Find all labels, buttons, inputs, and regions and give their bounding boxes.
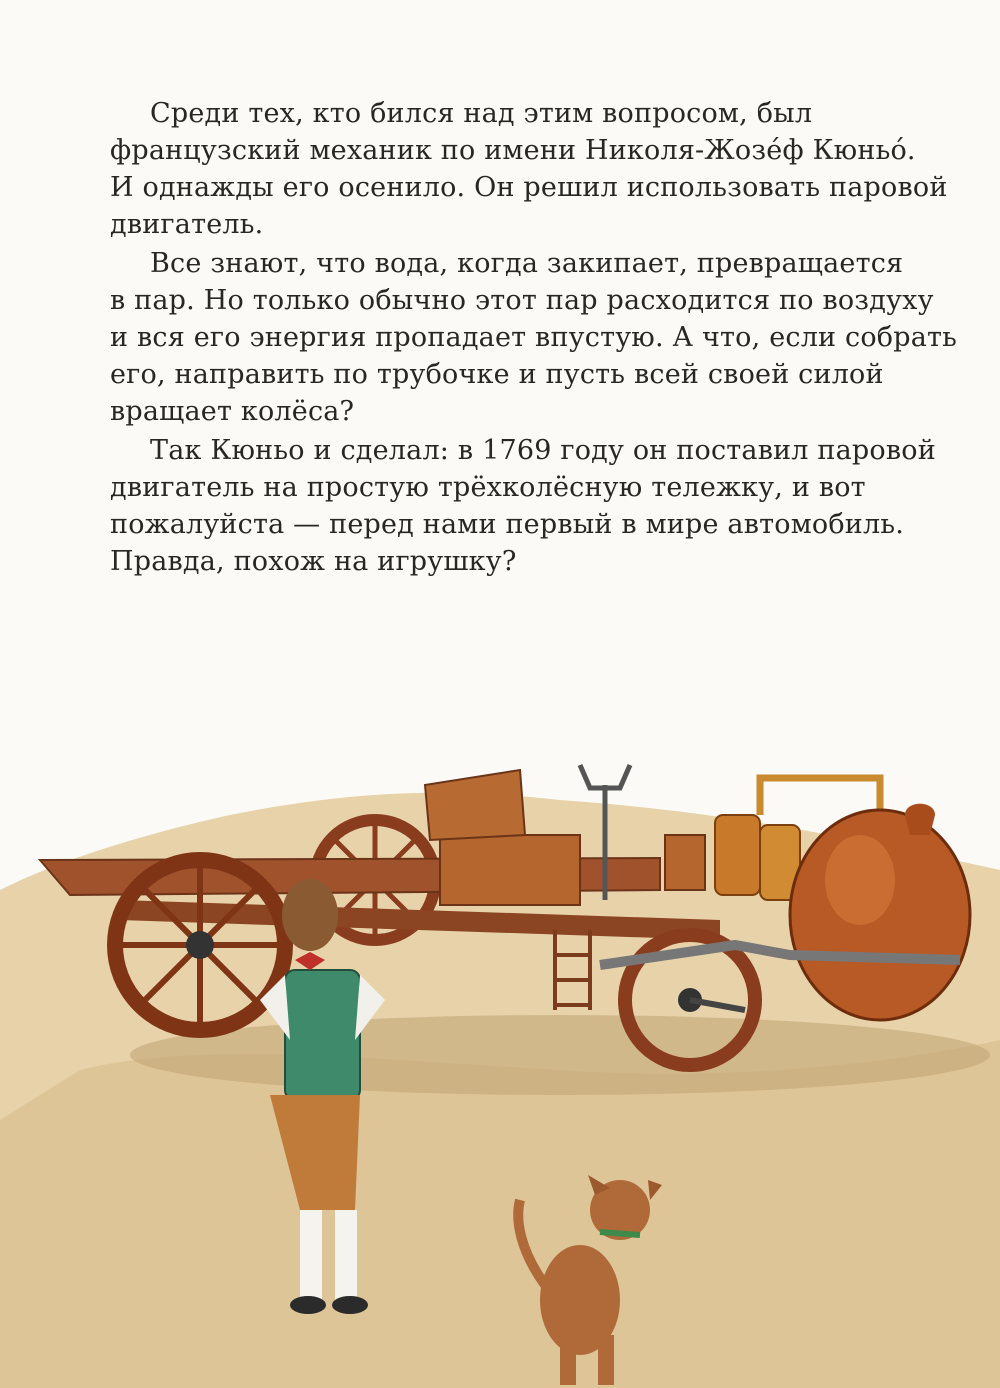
text-line: его, направить по трубочке и пусть всей своей силой (110, 359, 884, 390)
text-line: Правда, похож на игрушку? (110, 546, 517, 577)
text-line: Так Кюньо и сделал: в 1769 году он поставил паровой (150, 435, 936, 466)
steam-carriage-illustration (0, 740, 1000, 1388)
text-line: и вся его энергия пропадает впустую. А что, если собрать (110, 322, 958, 353)
carriage-shadow (130, 1015, 990, 1095)
text-line: двигатель на простую трёхколёсную тележку, и вот (110, 472, 866, 503)
text-line: И однажды его осенило. Он решил использовать паровой (110, 172, 948, 203)
story-text (110, 95, 970, 580)
seat-box (440, 835, 580, 905)
cylinder (715, 815, 760, 895)
steam-pipe (760, 778, 880, 815)
small-box (665, 835, 705, 890)
text-line: пожалуйста — перед нами первый в мире автомобиль. (110, 509, 905, 540)
text-line: двигатель. (110, 209, 264, 240)
text-line: в пар. Но только обычно этот пар расходится по воздуху (110, 285, 934, 316)
rear-wheel (115, 860, 285, 1030)
text-line: Все знают, что вода, когда закипает, превращается (150, 248, 904, 279)
text-line: Среди тех, кто бился над этим вопросом, был (150, 98, 813, 129)
text-line: французский механик по имени Николя-Жозе́ф Кюньо́. (110, 135, 916, 166)
text-line: вращает колёса? (110, 396, 355, 427)
seat-back (425, 770, 525, 840)
